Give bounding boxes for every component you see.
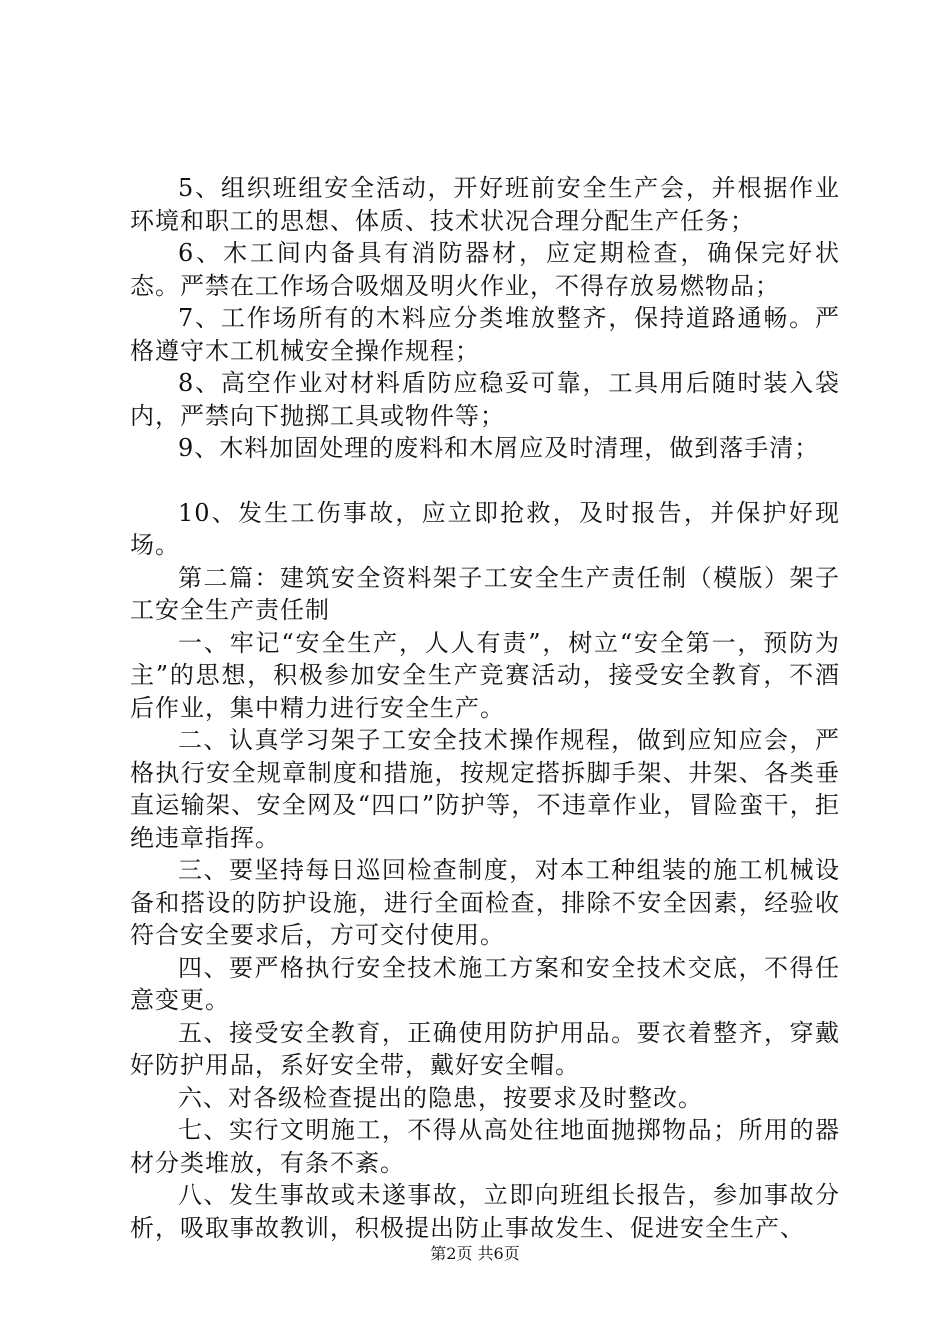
paragraph-clause-2: 二、认真学习架子工安全技术操作规程，做到应知应会，严格执行安全规章制度和措施，按规定搭拆脚手架、井架、各类垂直运输架、安全网及“四口”防护等，不违章作业，冒险蛮干，拒绝违章指挥。 [130,726,840,852]
paragraph-clause-1: 一、牢记“安全生产，人人有责”，树立“安全第一，预防为主”的思想，积极参加安全生产竞赛活动，接受安全教育，不酒后作业，集中精力进行安全生产。 [130,628,840,722]
page-number-footer: 第2页 共6页 [430,1244,520,1263]
paragraph-item-7: 7、工作场所有的木料应分类堆放整齐，保持道路通畅。严格遵守木工机械安全操作规程； [130,304,840,365]
paragraph-clause-8: 八、发生事故或未遂事故，立即向班组长报告，参加事故分析，吸取事故教训，积极提出防止事故发生、促进安全生产、 [130,1181,840,1242]
section-heading: 第二篇：建筑安全资料架子工安全生产责任制（模版）架子工安全生产责任制 [130,563,840,624]
paragraph-item-5: 5、组织班组安全活动，开好班前安全生产会，并根据作业环境和职工的思想、体质、技术状况合理分配生产任务； [130,174,840,235]
paragraph-clause-3: 三、要坚持每日巡回检查制度，对本工种组装的施工机械设备和搭设的防护设施，进行全面检查，排除不安全因素，经验收符合安全要求后，方可交付使用。 [130,856,840,949]
paragraph-item-6: 6、木工间内备具有消防器材，应定期检查，确保完好状态。严禁在工作场合吸烟及明火作业，不得存放易燃物品； [130,239,840,300]
paragraph-clause-6: 六、对各级检查提出的隐患，按要求及时整改。 [178,1083,703,1112]
document-body [130,172,840,1244]
paragraph-item-8: 8、高空作业对材料盾防应稳妥可靠，工具用后随时装入袋内，严禁向下抛掷工具或物件等； [130,369,840,430]
paragraph-clause-7: 七、实行文明施工，不得从高处往地面抛掷物品；所用的器材分类堆放，有条不紊。 [130,1116,840,1177]
paragraph-item-9: 9、木料加固处理的废料和木屑应及时清理，做到落手清； [178,434,820,462]
paragraph-clause-4: 四、要严格执行安全技术施工方案和安全技术交底，不得任意变更。 [130,953,840,1014]
paragraph-clause-5: 五、接受安全教育，正确使用防护用品。要衣着整齐，穿戴好防护用品，系好安全带，戴好安全帽。 [130,1018,840,1079]
paragraph-item-10: 10、发生工伤事故，应立即抢救，及时报告，并保护好现场。 [130,498,840,559]
